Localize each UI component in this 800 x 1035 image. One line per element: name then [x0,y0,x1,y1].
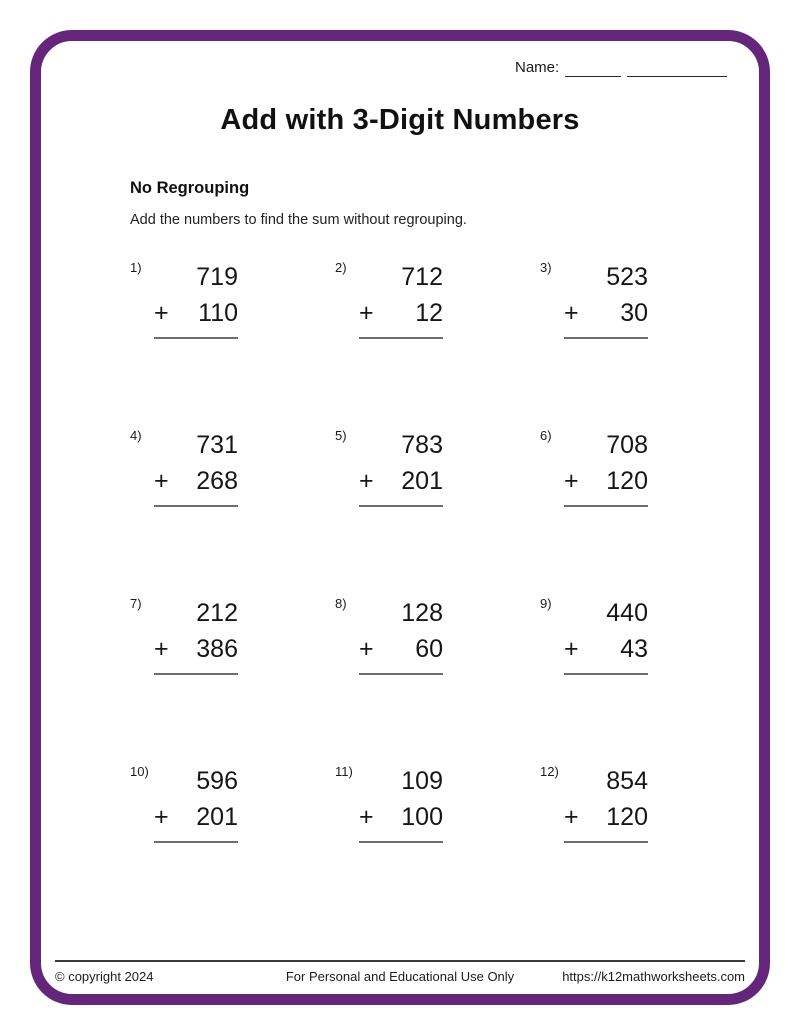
plus-sign: + [564,467,579,495]
problem-work-area [564,427,648,517]
problem-number: 8) [335,596,347,611]
instructions-text: Add the numbers to find the sum without regrouping. [130,212,467,228]
addition-problem [335,259,540,349]
sum-answer-line [564,841,648,843]
addition-problem [335,427,540,517]
sum-answer-line [154,337,238,339]
bottom-addend: 30 [620,299,648,327]
addition-problem [130,259,335,349]
bottom-addend: 120 [606,803,648,831]
addend-row [154,799,238,836]
bottom-addend: 60 [415,635,443,663]
problem-number: 12) [540,764,559,779]
problem-number: 5) [335,428,347,443]
problem-number: 6) [540,428,552,443]
page-title: Add with 3-Digit Numbers [220,104,580,136]
plus-sign: + [154,635,169,663]
section-heading: No Regrouping [130,179,250,197]
plus-sign: + [359,467,374,495]
addend-row [359,631,443,668]
sum-answer-line [154,505,238,507]
addend-row [564,631,648,668]
top-addend: 440 [606,599,648,627]
addend-row [359,799,443,836]
problem-number: 9) [540,596,552,611]
name-row [515,59,727,77]
problem-number: 11) [335,764,353,779]
bottom-addend: 12 [415,299,443,327]
problem-work-area [564,595,648,685]
addend-row [154,463,238,500]
addition-problem [540,427,745,517]
addend-row [564,463,648,500]
name-fill-line [627,61,727,77]
addend-row [564,799,648,836]
problems-grid [130,259,745,853]
top-addend: 854 [606,767,648,795]
bottom-addend: 201 [196,803,238,831]
bottom-addend: 201 [401,467,443,495]
sum-answer-line [564,337,648,339]
problem-work-area [564,763,648,853]
plus-sign: + [564,635,579,663]
top-addend: 708 [606,431,648,459]
problem-number: 10) [130,764,149,779]
top-addend: 731 [196,431,238,459]
bottom-addend: 110 [198,299,238,327]
problem-work-area [154,595,238,685]
top-addend: 212 [196,599,238,627]
problem-number: 4) [130,428,142,443]
plus-sign: + [564,803,579,831]
plus-sign: + [564,299,579,327]
footer-usage-note: For Personal and Educational Use Only [285,969,515,984]
addition-problem [130,763,335,853]
plus-sign: + [359,635,374,663]
addend-row [154,631,238,668]
addend-row [154,295,238,332]
top-addend: 109 [401,767,443,795]
sum-answer-line [564,673,648,675]
name-fill-line [565,61,621,77]
problem-number: 7) [130,596,142,611]
sum-answer-line [359,841,443,843]
addition-problem [130,427,335,517]
problem-number: 3) [540,260,552,275]
addend-row [564,295,648,332]
addition-problem [335,763,540,853]
problem-work-area [564,259,648,349]
footer [55,969,745,984]
footer-copyright: © copyright 2024 [55,969,154,984]
bottom-addend: 120 [606,467,648,495]
sum-answer-line [359,337,443,339]
addition-problem [130,595,335,685]
plus-sign: + [154,467,169,495]
problem-work-area [359,259,443,349]
top-addend: 712 [401,263,443,291]
top-addend: 783 [401,431,443,459]
plus-sign: + [359,299,374,327]
problem-work-area [154,427,238,517]
plus-sign: + [154,299,169,327]
addition-problem [540,595,745,685]
bottom-addend: 268 [196,467,238,495]
problem-work-area [359,595,443,685]
top-addend: 128 [401,599,443,627]
plus-sign: + [359,803,374,831]
sum-answer-line [154,673,238,675]
problem-work-area [359,763,443,853]
top-addend: 596 [196,767,238,795]
bottom-addend: 43 [620,635,648,663]
problem-work-area [154,259,238,349]
problem-work-area [154,763,238,853]
top-addend: 523 [606,263,648,291]
footer-divider [55,960,745,962]
addition-problem [335,595,540,685]
sum-answer-line [564,505,648,507]
plus-sign: + [154,803,169,831]
addition-problem [540,763,745,853]
problem-number: 2) [335,260,347,275]
problem-number: 1) [130,260,142,275]
addend-row [359,295,443,332]
name-label: Name: [515,59,560,76]
sum-answer-line [359,505,443,507]
addend-row [359,463,443,500]
top-addend: 719 [196,263,238,291]
footer-url: https://k12mathworksheets.com [562,969,746,984]
sum-answer-line [359,673,443,675]
bottom-addend: 386 [196,635,238,663]
sum-answer-line [154,841,238,843]
problem-work-area [359,427,443,517]
addition-problem [540,259,745,349]
bottom-addend: 100 [401,803,443,831]
